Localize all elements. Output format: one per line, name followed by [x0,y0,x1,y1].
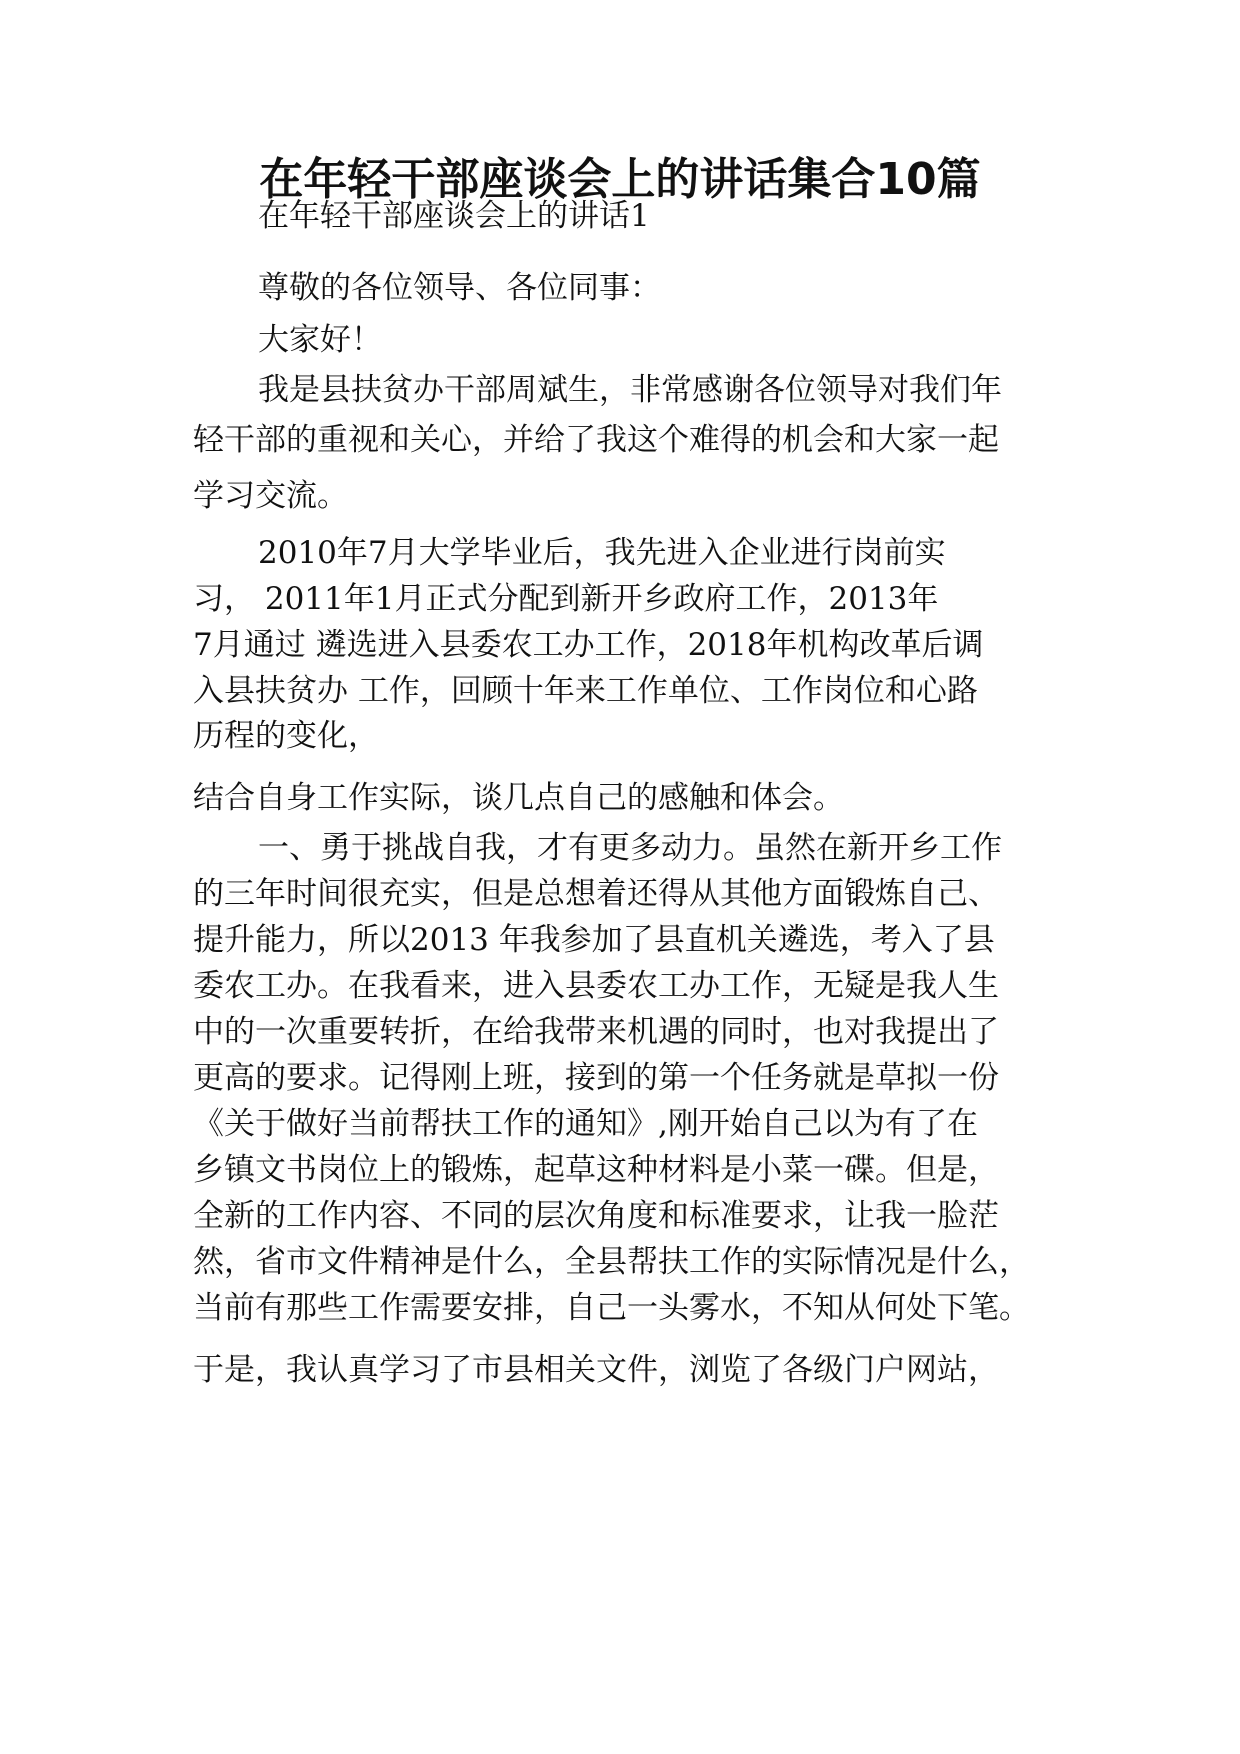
body-line: 提升能力，所以2013 年我参加了县直机关遴选，考入了县 [193,922,995,958]
body-line: 的三年时间很充实，但是总想着还得从其他方面锻炼自己、 [193,876,999,912]
body-line: 全新的工作内容、不同的层次角度和标准要求，让我一脸茫 [193,1198,999,1234]
body-line: 乡镇文书岗位上的锻炼，起草这种材料是小菜一碟。但是， [193,1152,999,1188]
body-line: 当前有那些工作需要安排，自己一头雾水，不知从何处下笔。 [193,1290,1030,1326]
body-line: 更高的要求。记得刚上班，接到的第一个任务就是草拟一份 [193,1060,999,1096]
body-line: 《关于做好当前帮扶工作的通知》,刚开始自己以为有了在 [193,1106,978,1142]
body-line: 中的一次重要转折，在给我带来机遇的同时，也对我提出了 [193,1014,999,1050]
document-title: 在年轻干部座谈会上的讲话集合10篇 [259,154,981,205]
body-line: 7月通过 遴选进入县委农工办工作，2018年机构改革后调 [193,627,984,663]
body-line: 习， 2011年1月正式分配到新开乡政府工作，2013年 [193,581,939,617]
body-line: 于是，我认真学习了市县相关文件，浏览了各级门户网站， [193,1352,999,1388]
body-line: 尊敬的各位领导、各位同事： [258,270,661,306]
body-line: 一、勇于挑战自我，才有更多动力。虽然在新开乡工作 [258,830,1002,866]
body-line: 结合自身工作实际，谈几点自己的感触和体会。 [193,780,844,816]
body-line: 大家好！ [258,322,382,358]
body-line: 历程的变化， [193,718,379,754]
body-line: 2010年7月大学毕业后，我先进入企业进行岗前实 [258,535,946,571]
section-subtitle: 在年轻干部座谈会上的讲话1 [258,198,650,234]
body-line: 入县扶贫办 工作，回顾十年来工作单位、工作岗位和心路 [193,673,978,709]
body-line: 轻干部的重视和关心，并给了我这个难得的机会和大家一起 [193,422,999,458]
body-line: 委农工办。在我看来，进入县委农工办工作，无疑是我人生 [193,968,999,1004]
body-line: 然，省市文件精神是什么，全县帮扶工作的实际情况是什么， [193,1244,1030,1280]
body-line: 我是县扶贫办干部周斌生，非常感谢各位领导对我们年 [258,372,1002,408]
body-line: 学习交流。 [193,478,348,514]
